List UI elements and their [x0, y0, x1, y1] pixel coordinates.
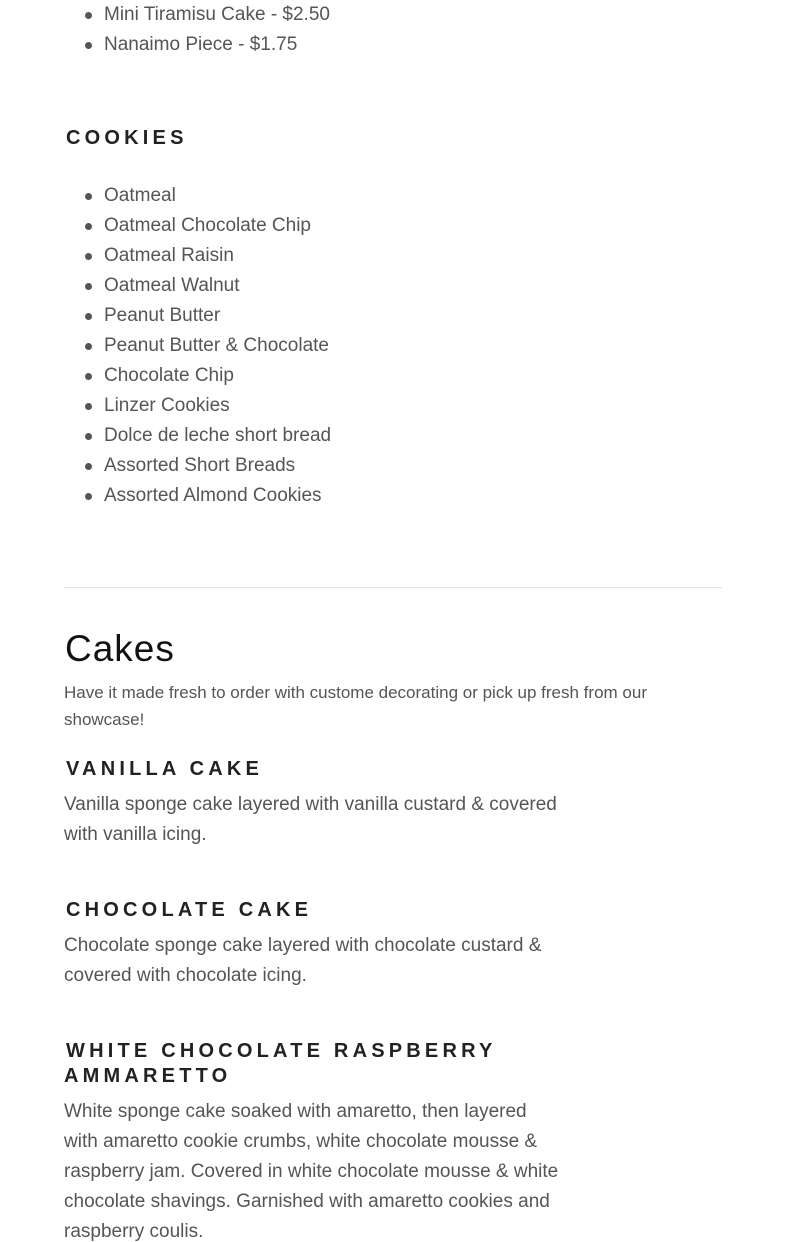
list-item: Oatmeal Raisin [104, 241, 331, 271]
cake-heading-line: AMMARETTO [64, 1065, 232, 1087]
list-item: Assorted Short Breads [104, 451, 331, 481]
section-divider [64, 587, 722, 588]
cakes-intro-text: Have it made fresh to order with custome decorating or pick up fresh from our showcase! [64, 683, 647, 729]
list-item: Assorted Almond Cookies [104, 481, 331, 511]
list-item: Peanut Butter [104, 301, 331, 331]
list-item: Mini Tiramisu Cake - $2.50 [104, 0, 330, 30]
pastries-list [104, 0, 330, 60]
cookies-heading: COOKIES [66, 127, 188, 149]
chocolate-cake-description: Chocolate sponge cake layered with chocolate custard & covered with chocolate icing. [64, 935, 542, 986]
vanilla-cake-description: Vanilla sponge cake layered with vanilla custard & covered with vanilla icing. [64, 794, 557, 845]
white-chocolate-raspberry-cake-description: White sponge cake soaked with amaretto, then layered with amaretto cookie crumbs, white chocolate mousse & raspberry jam. Covered in white chocolate mousse & white chocolate shavings. Garnished with amaretto cookies and raspberry coulis. [64, 1101, 559, 1242]
list-item: Chocolate Chip [104, 361, 331, 391]
chocolate-cake-heading: CHOCOLATE CAKE [66, 899, 313, 921]
list-item: Dolce de leche short bread [104, 421, 331, 451]
vanilla-cake-heading: VANILLA CAKE [66, 758, 264, 780]
list-item: Nanaimo Piece - $1.75 [104, 30, 330, 60]
cookies-list [104, 181, 331, 511]
list-item: Oatmeal [104, 181, 331, 211]
list-item: Oatmeal Walnut [104, 271, 331, 301]
list-item: Peanut Butter & Chocolate [104, 331, 331, 361]
white-chocolate-raspberry-cake-heading [64, 1039, 584, 1089]
cakes-section-title: Cakes [65, 628, 175, 669]
list-item: Oatmeal Chocolate Chip [104, 211, 331, 241]
cake-heading-line: WHITE CHOCOLATE RASPBERRY [66, 1040, 497, 1062]
list-item: Linzer Cookies [104, 391, 331, 421]
